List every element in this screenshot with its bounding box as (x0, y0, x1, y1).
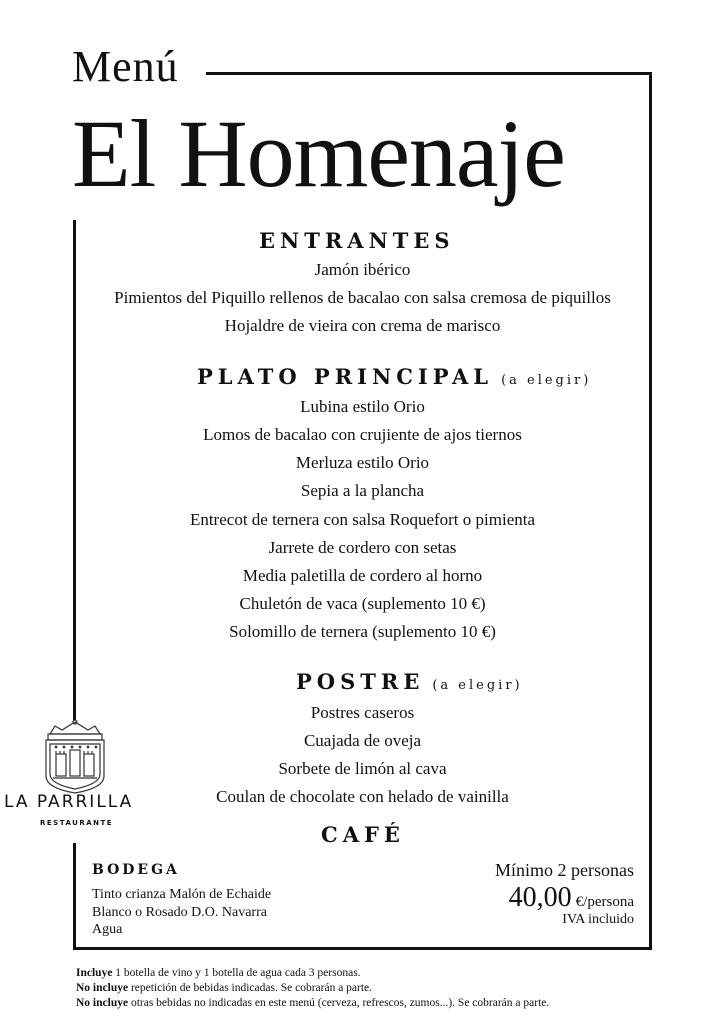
section-title-text: PLATO PRINCIPAL (197, 364, 494, 389)
section-title-plato-principal (197, 364, 591, 389)
footer-note-bold: No incluye (76, 997, 129, 1009)
page-title: El Homenaje (72, 100, 565, 207)
frame-right-line (649, 72, 652, 950)
footer-note-text: repetición de bebidas indicadas. Se cobrarán a parte. (128, 982, 373, 994)
menu-item: Entrecot de ternera con salsa Roquefort o pimienta (189, 510, 536, 529)
logo-name: LA PARRILLA (4, 792, 134, 812)
price-tax-note: IVA incluido (562, 912, 634, 927)
frame-top-line (206, 72, 652, 75)
section-title-text: POSTRE (296, 669, 425, 694)
frame-bottom-line (73, 947, 652, 950)
price-unit: €/persona (575, 894, 634, 910)
menu-item: Postres caseros (310, 703, 415, 722)
footer-note (76, 966, 361, 980)
menu-item: Hojaldre de vieira con crema de marisco (224, 316, 501, 335)
section-title-cafe: CAFÉ (321, 822, 405, 847)
footer-note-text: 1 botella de vino y 1 botella de agua cada 3 personas. (112, 967, 361, 979)
menu-item: Sorbete de limón al cava (278, 759, 447, 778)
section-note: (a elegir) (501, 373, 592, 388)
menu-item: Merluza estilo Orio (295, 453, 430, 472)
bodega-title: BODEGA (92, 862, 180, 878)
frame-left-line-lower (73, 843, 76, 950)
section-title-postre (296, 669, 523, 694)
section-note: (a elegir) (432, 678, 523, 693)
menu-item: Jarrete de cordero con setas (268, 538, 457, 557)
menu-item: Sepia a la plancha (300, 481, 425, 500)
menu-item: Solomillo de ternera (suplemento 10 €) (229, 622, 496, 641)
menu-item: Pimientos del Piquillo rellenos de bacalao con salsa cremosa de piquillos (114, 288, 611, 307)
menu-label: Menú (72, 42, 179, 91)
logo-subtitle: RESTAURANTE (40, 819, 114, 827)
price-amount: 40,00 (508, 882, 572, 913)
footer-note-bold: Incluye (76, 967, 113, 979)
section-title-entrantes: ENTRANTES (259, 228, 455, 253)
crest-icon (0, 718, 150, 833)
price-minimum: Mínimo 2 personas (495, 860, 634, 880)
menu-item: Cuajada de oveja (303, 731, 422, 750)
menu-item: Lomos de bacalao con crujiente de ajos tiernos (203, 425, 522, 444)
menu-item: Coulan de chocolate con helado de vainilla (216, 787, 509, 806)
bodega-item: Agua (92, 922, 123, 937)
footer-note (76, 996, 549, 1010)
footer-note (76, 981, 372, 995)
bodega-item: Tinto crianza Malón de Echaide (92, 887, 272, 902)
menu-item: Chuletón de vaca (suplemento 10 €) (239, 594, 486, 613)
bodega-item: Blanco o Rosado D.O. Navarra (92, 905, 267, 920)
footer-note-text: otras bebidas no indicadas en este menú (cerveza, refrescos, zumos...). Se cobrarán a parte. (128, 997, 550, 1009)
price-row (509, 882, 634, 914)
menu-item: Jamón ibérico (314, 260, 411, 279)
footer-note-bold: No incluye (76, 982, 129, 994)
menu-item: Lubina estilo Orio (300, 397, 425, 416)
menu-item: Media paletilla de cordero al horno (242, 566, 483, 585)
